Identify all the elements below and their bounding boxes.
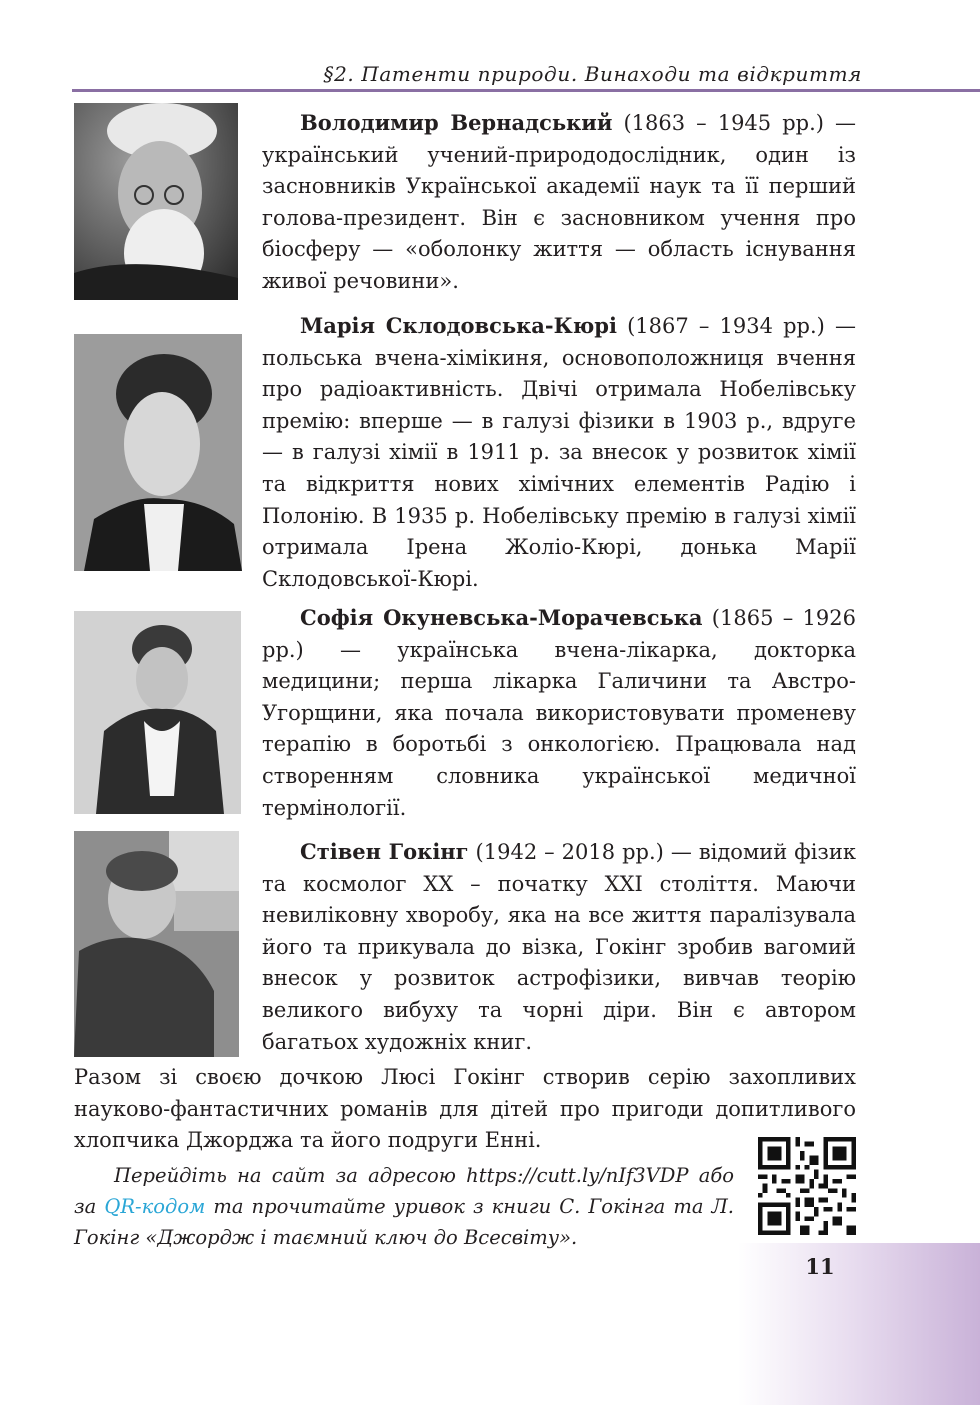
portrait-okunevska — [74, 611, 241, 814]
portrait-hawking — [74, 831, 239, 1057]
entry-text: (1867 – 1934 рр.) — польська вчена-хімікиня, основоположниця вчення про радіоактивність. Двічі отримала Нобелівську премію: вперше — в галузі фізики в 1903 р., вдруге — в галузі хімії в 1911 р. за внесок у розвиток хімії та відкриття нових хімічних елементів Радію і Полонію. В 1935 р. Нобелівську премію в галузі хімії отримала Ірена Жоліо-Кюрі, донька Марії Склодовської-Кюрі. — [262, 314, 857, 591]
qr-code-link[interactable]: QR-кодом — [104, 1195, 206, 1218]
entry-text: (1865 – 1926 рр.) — українська вчена-лікарка, докторка медицини; перша лікарка Галичини та Австро-Угорщини, яка почала використовувати променеву терапію в боротьбі з онкологією. Працювала над створенням словника української медичної термінології. — [262, 606, 856, 820]
entry-curie — [262, 310, 856, 595]
entry-okunevska — [262, 602, 856, 824]
page-number: 11 — [805, 1254, 835, 1279]
entry-hawking — [262, 836, 856, 1058]
entry-hawking-continuation: Разом зі своєю дочкою Люсі Гокінг створив серію захопливих науково-фантастичних романів для дітей про пригоди допитливого хлопчика Джорджа та його подруги Енні. — [74, 1065, 856, 1153]
task-text-before: Перейдіть на сайт за адресою https://cutt.ly/nIf3VDP або за — [74, 1164, 734, 1218]
portrait-vernadsky — [74, 103, 238, 300]
page-header-title: §2. Патенти природи. Винаходи та відкриття — [323, 62, 862, 86]
side-gradient-band — [738, 1243, 980, 1405]
task-text-after: та прочитайте уривок з книги С. Гокінга та Л. Гокінг «Джордж і таємний ключ до Всесвіту». — [74, 1195, 734, 1249]
portrait-curie — [74, 334, 242, 571]
entry-name: Софія Окуневська-Морачевська — [300, 605, 703, 630]
entry-text: (1942 – 2018 рр.) — відомий фізик та космолог XX – початку XXI століття. Маючи невиліковну хворобу, яка на все життя паралізувала його та прикувала до візка, Гокінг зробив вагомий внесок у розвиток астрофізики, вивчав теорію великого вибуху та чорні діри. Він є автором багатьох художніх книг. — [262, 840, 856, 1054]
entry-name: Стівен Гокінг — [300, 839, 469, 864]
reading-task — [74, 1160, 734, 1253]
entry-vernadsky — [262, 107, 856, 298]
entry-name: Марія Склодовська-Кюрі — [300, 313, 617, 338]
entry-text: (1863 – 1945 рр.) — український учений-природодослідник, один із засновників Української академії наук та її перший голова-президент. Він є засновником учення про біосферу — «оболонку життя — область існування живої речовини». — [262, 111, 856, 293]
qr-code[interactable] — [758, 1137, 856, 1235]
entry-name: Володимир Вернадський — [300, 110, 613, 135]
header-rule — [72, 89, 980, 92]
